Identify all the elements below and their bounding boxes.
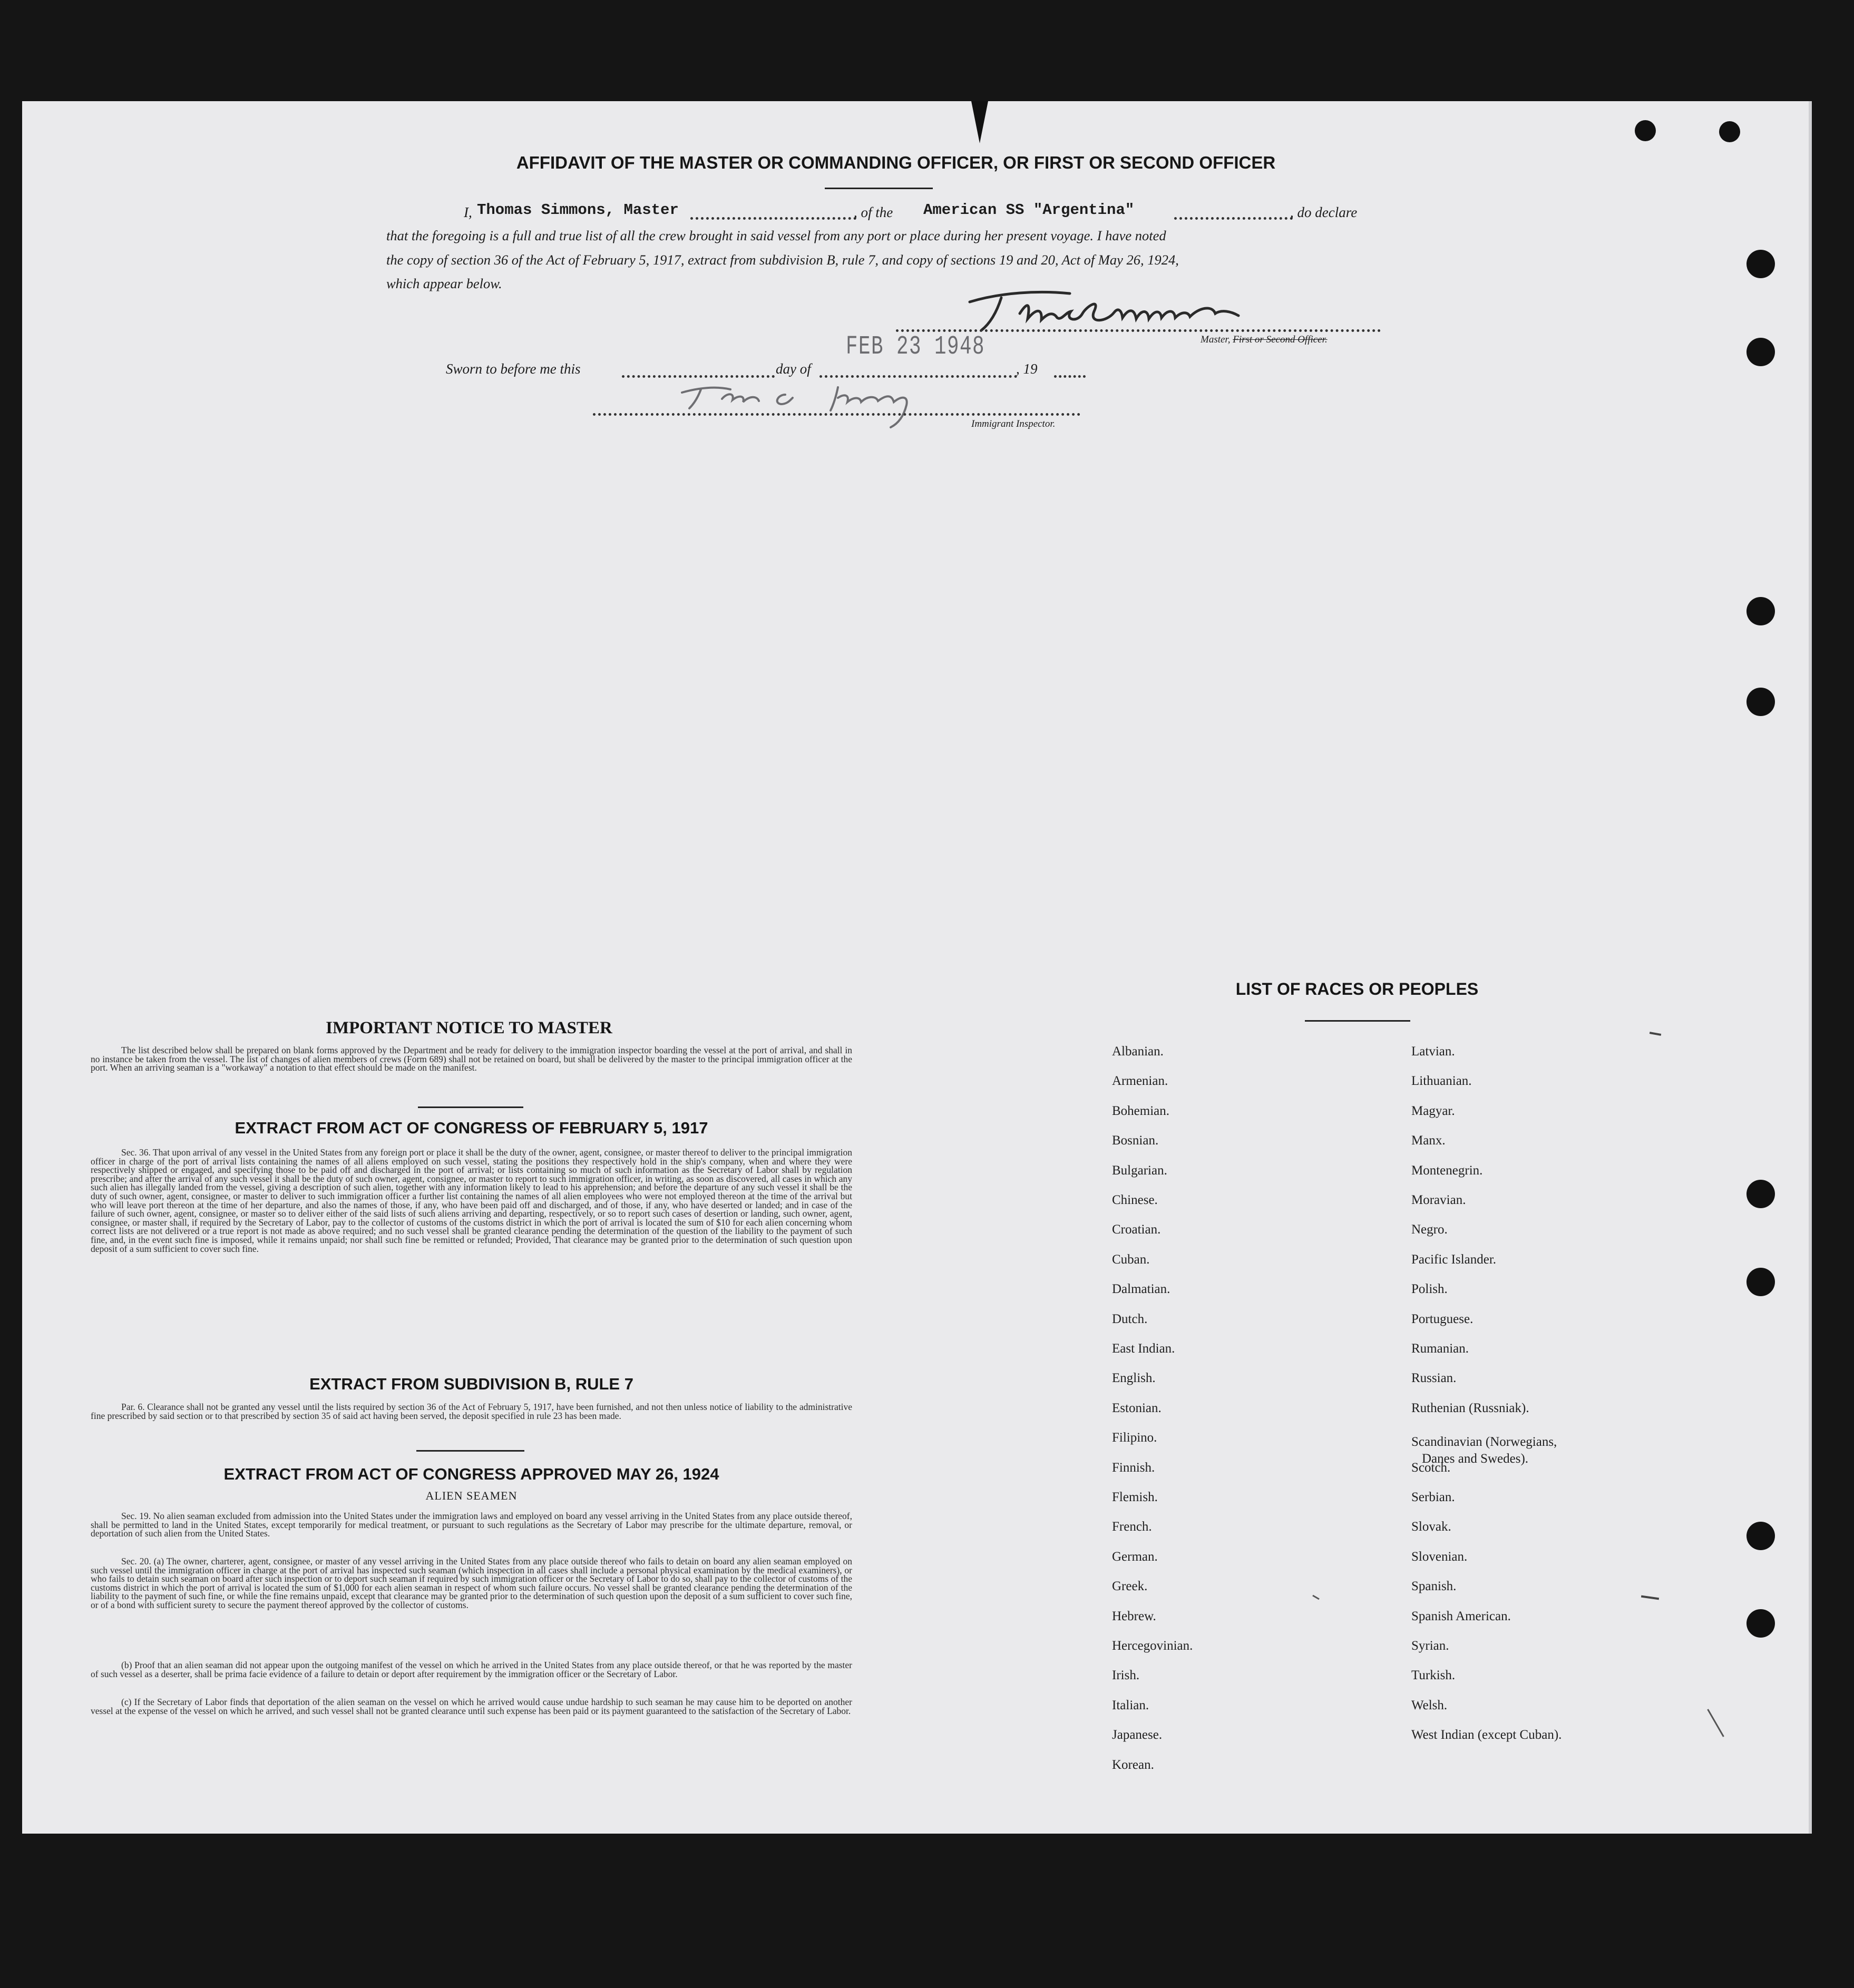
extract-1924-sec19: Sec. 19. No alien seaman excluded from admission into the United States under the immigration laws and employed on board any vessel arriving in the United States from any place outside thereof, shall be permitted to land in the United States, except temporarily for medical treatment, or pursuant to such regulations as the Secretary of Labor may prescribe for the ultimate departure, removal, or deportation of such alien from the United States. bbox=[91, 1511, 852, 1539]
races-divider bbox=[1305, 1020, 1410, 1022]
race-item: Slovak. bbox=[1411, 1520, 1451, 1534]
extract-1924-title: EXTRACT FROM ACT OF CONGRESS APPROVED MAY 26, 1924 bbox=[223, 1465, 719, 1483]
master-signature bbox=[964, 282, 1260, 335]
extract-1924-sec20c: (c) If the Secretary of Labor finds that deportation of the alien seaman on the vessel on which he arrived would cause undue hardship to such seaman he may cause him to be deported on another vessel at the expense of the vessel on which he arrived, and such vessel shall not be granted clearance until such expense has been paid or its payment guaranteed to the satisfaction of the Secretary of Labor. bbox=[91, 1697, 852, 1716]
race-item: Greek. bbox=[1112, 1579, 1148, 1594]
inspector-caption: Immigrant Inspector. bbox=[971, 418, 1056, 429]
race-item: Scotch. bbox=[1411, 1460, 1451, 1475]
race-item: Hercegovinian. bbox=[1112, 1639, 1193, 1653]
punch-hole bbox=[1746, 1522, 1775, 1550]
race-item: Welsh. bbox=[1411, 1698, 1448, 1712]
affidavit-title: AFFIDAVIT OF THE MASTER OR COMMANDING OFFICER, OR FIRST OR SECOND OFFICER bbox=[516, 153, 1276, 172]
race-item: Filipino. bbox=[1112, 1431, 1157, 1445]
extract-1924-sec20a: Sec. 20. (a) The owner, charterer, agent, consignee, or master of any vessel arriving in the United States from any place outside thereof who fails to detain on board any alien seaman employed on such vessel until the immigration officer in charge at the port of arrival has inspected such seaman (which inspection in all cases shall include a personal physical examination by the medical examiners), or who fails to detain such seaman on board after such inspection or to deport such seaman if required by such immigration officer or the Secretary of Labor to do so, shall pay to the collector of customs of the customs district in which the port of arrival is located the sum of $1,000 for each alien seaman in respect of whom such failure occurs. No vessel shall be granted clearance pending the determination of the liability to the payment of such fine, or while the fine remains unpaid, except that clearance may be granted prior to the determination of such question upon the deposit of a sum sufficient to cover such fine, or of a bond with sufficient surety to secure the payment thereof approved by the collector of customs. bbox=[91, 1556, 852, 1610]
punch-hole bbox=[1746, 1180, 1775, 1208]
master-name-field: Thomas Simmons, Master bbox=[477, 201, 679, 219]
race-item: Lithuanian. bbox=[1411, 1074, 1472, 1089]
race-item: Negro. bbox=[1411, 1222, 1448, 1237]
vessel-name-field: American SS "Argentina" bbox=[923, 201, 1135, 219]
inspector-signature-line bbox=[593, 413, 1080, 416]
notice-title: IMPORTANT NOTICE TO MASTER bbox=[326, 1019, 612, 1037]
rule-7-par6: Par. 6. Clearance shall not be granted any vessel until the lists required by section 36 of the Act of February 5, 1917, have been furnished, and not then unless notice of liability to the administrative fine prescribed by said section or to that prescribed by section 35 of said act having been served, the deposit specified in rule 23 has been made. bbox=[91, 1402, 852, 1421]
affidavit-body-line-2: the copy of section 36 of the Act of February 5, 1917, extract from subdivision B, rule 7, and copy of sections 19 and 20, Act of May 26, 1924, bbox=[386, 252, 1179, 268]
race-item: West Indian (except Cuban). bbox=[1411, 1728, 1562, 1742]
race-item: Finnish. bbox=[1112, 1460, 1155, 1475]
race-item: Montenegrin. bbox=[1411, 1163, 1483, 1178]
extract-1917-title: EXTRACT FROM ACT OF CONGRESS OF FEBRUARY 5, 1917 bbox=[235, 1119, 708, 1137]
race-item: English. bbox=[1112, 1371, 1156, 1386]
race-item: Croatian. bbox=[1112, 1222, 1161, 1237]
sworn-year-dots bbox=[1054, 375, 1086, 378]
punch-hole bbox=[1719, 121, 1740, 142]
race-item: Spanish American. bbox=[1411, 1609, 1511, 1623]
race-item: Flemish. bbox=[1112, 1490, 1158, 1504]
race-item: Serbian. bbox=[1411, 1490, 1455, 1504]
race-item: Japanese. bbox=[1112, 1728, 1163, 1742]
race-item: Spanish. bbox=[1411, 1579, 1457, 1594]
race-item: Moravian. bbox=[1411, 1193, 1466, 1207]
race-item: Ruthenian (Russniak). bbox=[1411, 1401, 1529, 1415]
punch-hole bbox=[1746, 1268, 1775, 1296]
vessel-name-dots bbox=[1174, 217, 1293, 220]
punch-hole bbox=[1746, 1609, 1775, 1638]
race-item: Bohemian. bbox=[1112, 1103, 1170, 1118]
race-item: Portuguese. bbox=[1411, 1311, 1474, 1326]
races-title: LIST OF RACES OR PEOPLES bbox=[1235, 980, 1479, 998]
master-caption-struck: First or Second Officer. bbox=[1233, 334, 1328, 345]
inspector-signature bbox=[680, 371, 943, 429]
race-item: Latvian. bbox=[1411, 1044, 1455, 1059]
race-item: Bulgarian. bbox=[1112, 1163, 1167, 1178]
notice-divider bbox=[418, 1106, 523, 1108]
race-item: Slovenian. bbox=[1411, 1549, 1468, 1564]
sworn-label: Sworn to before me this bbox=[446, 361, 581, 377]
race-item: Magyar. bbox=[1411, 1103, 1455, 1118]
race-item: Polish. bbox=[1411, 1282, 1448, 1297]
race-item: Dutch. bbox=[1112, 1311, 1148, 1326]
race-item: Manx. bbox=[1411, 1133, 1446, 1148]
affidavit-body-line-1: that the foregoing is a full and true list of all the crew brought in said vessel from any port or place during her present voyage. I have noted bbox=[386, 228, 1166, 243]
rule-7-title: EXTRACT FROM SUBDIVISION B, RULE 7 bbox=[309, 1375, 633, 1393]
rule-7-divider bbox=[416, 1450, 524, 1452]
race-item: Syrian. bbox=[1411, 1639, 1449, 1653]
race-item: East Indian. bbox=[1112, 1341, 1175, 1356]
extract-1924-sec20b: (b) Proof that an alien seaman did not appear upon the outgoing manifest of the vessel on which he arrived in the United States from any place outside thereof, or that he was reported by the master of such vessel as a deserter, shall be prima facie evidence of a failure to detain or deport after requirement by the immigration officer or the Secretary of Labor. bbox=[91, 1660, 852, 1679]
notice-text: The list described below shall be prepared on blank forms approved by the Department and be ready for delivery to the immigration inspector boarding the vessel at the port of arrival, and shall in no instance be taken from the vessel. The list of changes of alien members of crews (Form 689) shall not be retained on board, but shall be delivered by the master to the principal immigration officer at the port. When an arriving seaman is a "workaway" a notation to that effect should be made on the manifest. bbox=[91, 1045, 852, 1073]
race-item: Bosnian. bbox=[1112, 1133, 1159, 1148]
race-item: Albanian. bbox=[1112, 1044, 1164, 1059]
punch-hole bbox=[1635, 120, 1656, 141]
race-item: Armenian. bbox=[1112, 1074, 1168, 1089]
race-item: Cuban. bbox=[1112, 1252, 1150, 1267]
punch-hole bbox=[1746, 688, 1775, 716]
race-item: Dalmatian. bbox=[1112, 1282, 1170, 1297]
year-label: , 19 bbox=[1016, 361, 1038, 377]
punch-hole bbox=[1746, 250, 1775, 278]
master-caption-prefix: Master, bbox=[1201, 334, 1231, 345]
race-item: Scandinavian (Norwegians, bbox=[1411, 1435, 1557, 1450]
race-item: Hebrew. bbox=[1112, 1609, 1156, 1623]
alien-seamen-subtitle: ALIEN SEAMEN bbox=[425, 1489, 518, 1502]
page-notch bbox=[971, 101, 988, 143]
punch-hole bbox=[1746, 338, 1775, 366]
race-item: Rumanian. bbox=[1411, 1341, 1469, 1356]
race-item: Turkish. bbox=[1411, 1668, 1456, 1683]
race-item: Estonian. bbox=[1112, 1401, 1162, 1415]
race-item: Irish. bbox=[1112, 1668, 1140, 1683]
race-item: Italian. bbox=[1112, 1698, 1149, 1712]
extract-1917-sec36: Sec. 36. That upon arrival of any vessel in the United States from any foreign port or place it shall be the duty of the owner, agent, consignee, or master thereof to deliver to the principal immigration officer in charge of the port of arrival lists containing the names of all aliens employed on such vessel, stating the positions they respectively hold in the ship's company, when and where they were respectively shipped or engaged, and specifying those to be paid off and discharged in the port of arrival; or lists containing so much of such information as the Secretary of Labor shall by regulation prescribe; and after the arrival of any such vessel it shall be the duty of such owner, agent, consignee, or master to report to such immigration officer, in writing, as soon as discovered, all cases in which any such alien has illegally landed from the vessel, giving a description of such alien, together with any information likely to lead to his apprehension; and before the departure of any such vessel it shall be the duty of such owner, agent, consignee, or master to deliver to such immigration officer a further list containing the names of all alien employees who were not employed thereon at the time of the arrival but who will leave port thereon at the time of her departure, and also the names of those, if any, who have been paid off and discharged, and of those, if any, who have deserted or landed; and in case of the failure of such owner, agent, consignee, or master so to deliver either of the said lists of such aliens arriving and departing, respectively, or so to report such cases of desertion or landing, such owner, agent, consignee, or master shall, if required by the Secretary of Labor, pay to the collector of customs of the customs district in which the port of arrival is located the sum of $10 for each alien concerning whom correct lists are not delivered or a true report is not made as above required; and no such vessel shall be granted clearance pending the determination of the question of the liability to the payment of such fine, and, in the event such fine is imposed, while it remains unpaid; nor shall such fine be remitted or refunded; Provided, That clearance may be granted prior to the determination of such question upon deposit of a sum sufficient to cover such fine. bbox=[91, 1147, 852, 1254]
date-stamp: FEB 23 1948 bbox=[846, 332, 985, 362]
race-item: French. bbox=[1112, 1520, 1152, 1534]
do-declare-label: , do declare bbox=[1290, 204, 1358, 220]
master-name-dots bbox=[690, 217, 856, 220]
race-item: Russian. bbox=[1411, 1371, 1457, 1386]
affidavit-body-line-3: which appear below. bbox=[386, 276, 502, 291]
affidavit-i-label: I, bbox=[464, 204, 472, 220]
title-divider bbox=[825, 188, 933, 189]
of-the-label: , of the bbox=[854, 204, 893, 220]
race-item: Danes and Swedes). bbox=[1422, 1452, 1529, 1466]
punch-hole bbox=[1746, 597, 1775, 625]
race-item: Korean. bbox=[1112, 1757, 1154, 1772]
race-item: Pacific Islander. bbox=[1411, 1252, 1497, 1267]
day-of-label: day of bbox=[776, 361, 811, 377]
race-item: German. bbox=[1112, 1549, 1158, 1564]
race-item: Chinese. bbox=[1112, 1193, 1158, 1207]
master-caption bbox=[1201, 334, 1328, 346]
